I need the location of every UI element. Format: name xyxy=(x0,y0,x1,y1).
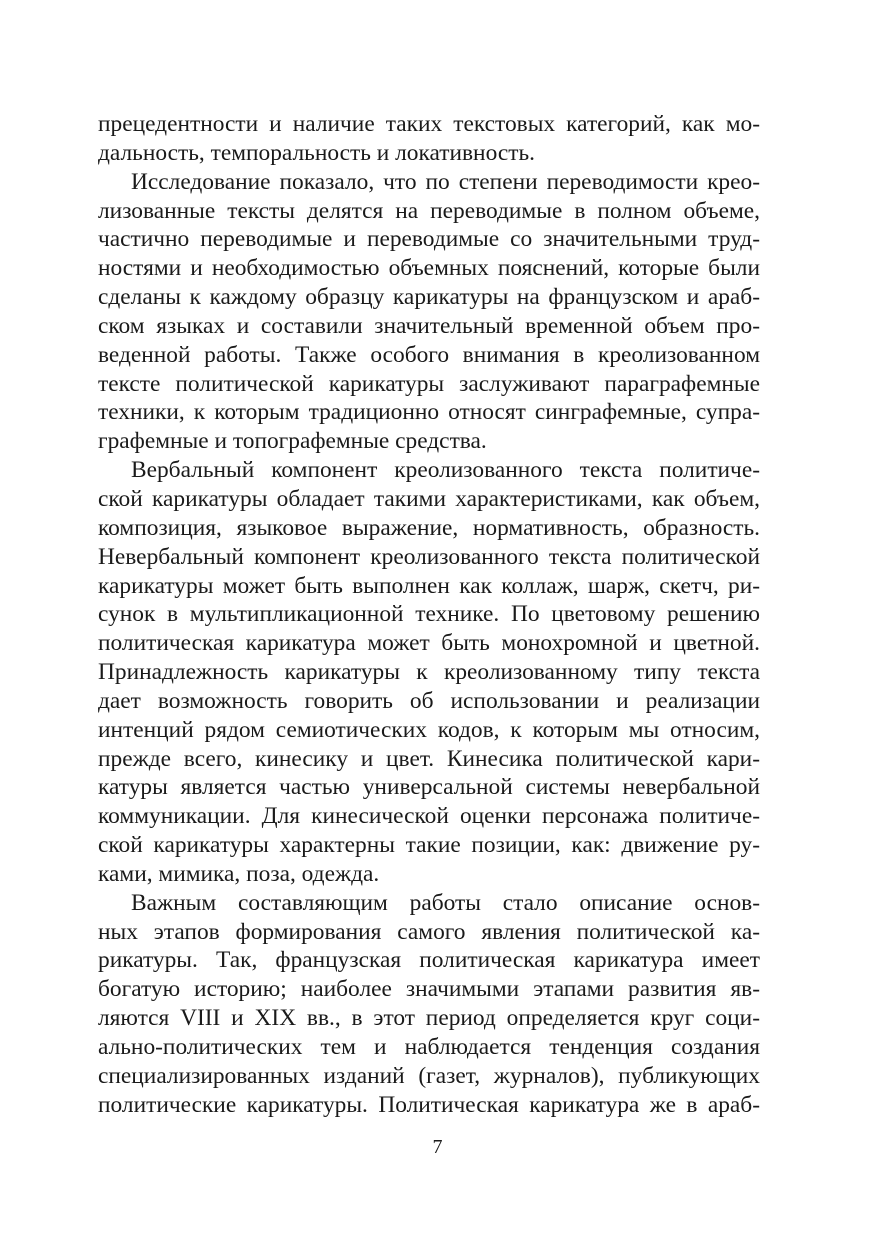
text-line: Невербальный компонент креолизованного текста политической xyxy=(98,543,760,570)
text-line: сунок в мультипликационной технике. По цветовому решению xyxy=(98,601,760,628)
text-line: ской карикатуры характерны такие позиции, как: движение ру- xyxy=(98,832,760,859)
text-line: дает возможность говорить об использовании и реализации xyxy=(98,687,760,714)
text-line: композиция, языковое выражение, нормативность, образность. xyxy=(98,514,760,541)
text-line: ляются VIII и XIX вв., в этот период определяется круг соци- xyxy=(98,1005,760,1032)
text-line: рикатуры. Так, французская политическая карикатура имеет xyxy=(98,947,760,974)
text-line: ностями и необходимостью объемных пояснений, которые были xyxy=(98,255,760,282)
text-line: прежде всего, кинесику и цвет. Кинесика политической кари- xyxy=(98,745,760,772)
text-line: политическая карикатура может быть монохромной и цветной. xyxy=(98,630,760,657)
text-line: сделаны к каждому образцу карикатуры на французском и араб- xyxy=(98,284,760,311)
text-line: ской карикатуры обладает такими характеристиками, как объем, xyxy=(98,485,760,512)
text-line: катуры является частью универсальной системы невербальной xyxy=(98,774,760,801)
text-line: ных этапов формирования самого явления политической ка- xyxy=(98,918,760,945)
paragraph xyxy=(98,110,760,168)
text-line: Вербальный компонент креолизованного текста политиче- xyxy=(131,457,760,484)
text-line: политические карикатуры. Политическая карикатура же в араб- xyxy=(98,1091,760,1118)
text-line: веденной работы. Также особого внимания в креолизованном xyxy=(98,341,760,368)
text-line: тексте политической карикатуры заслуживают параграфемные xyxy=(98,370,760,397)
text-line: техники, к которым традиционно относят синграфемные, супра- xyxy=(98,399,760,426)
text-line: ками, мимика, поза, одежда. xyxy=(98,860,380,887)
text-line: богатую историю; наиболее значимыми этапами развития яв- xyxy=(98,976,760,1003)
text-line: интенций рядом семиотических кодов, к которым мы относим, xyxy=(98,716,760,743)
text-line: Исследование показало, что по степени переводимости крео- xyxy=(131,168,760,195)
body-text xyxy=(98,110,760,1120)
text-line: ально-политических тем и наблюдается тенденция создания xyxy=(98,1034,760,1060)
text-line: частично переводимые и переводимые со значительными труд- xyxy=(98,226,760,253)
text-line: Важным составляющим работы стало описание основ- xyxy=(131,889,760,916)
text-line: карикатуры может быть выполнен как коллаж, шарж, скетч, ри- xyxy=(98,572,760,599)
text-line: ском языках и составили значительный временной объем про- xyxy=(98,312,760,339)
text-line: графемные и топографемные средства. xyxy=(98,428,487,455)
paragraph xyxy=(98,456,760,889)
paragraph xyxy=(98,168,760,456)
page-number: 7 xyxy=(432,1136,443,1158)
text-line: коммуникации. Для кинесической оценки персонажа политиче- xyxy=(98,803,760,830)
text-line: дальность, темпоральность и локативность. xyxy=(98,139,535,166)
text-line: лизованные тексты делятся на переводимые в полном объеме, xyxy=(98,197,760,224)
text-line: Принадлежность карикатуры к креолизованному типу текста xyxy=(98,659,760,686)
paragraph xyxy=(98,889,760,1120)
text-line: специализированных изданий (газет, журналов), публикующих xyxy=(98,1062,760,1089)
text-line: прецедентности и наличие таких текстовых категорий, как мо- xyxy=(98,111,760,137)
